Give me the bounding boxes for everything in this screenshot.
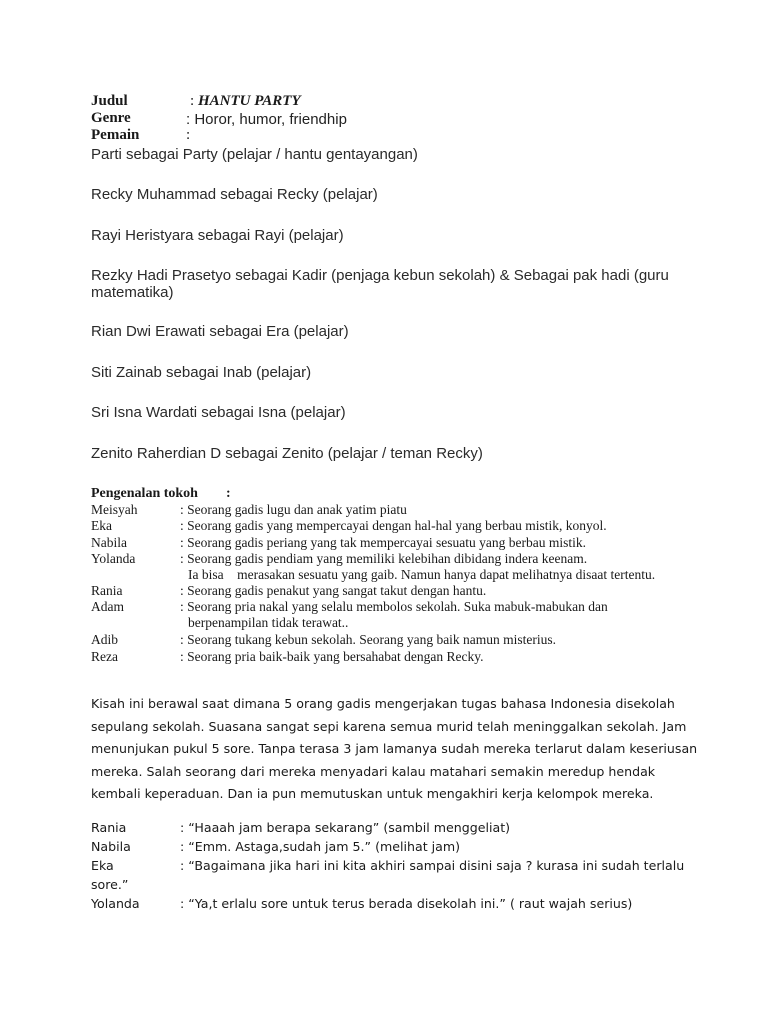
intro-name: Nabila [91,535,127,550]
intro-name: Adam [91,599,124,614]
intro-heading: Pengenalan tokoh [91,486,198,501]
genre-label: Genre [91,110,131,126]
cast-item-continued: matematika) [91,284,174,301]
cast-item: Rezky Hadi Prasetyo sebagai Kadir (penjaga kebun sekolah) & Sebagai pak hadi (guru [91,267,669,284]
speaker-name: Nabila [91,839,131,854]
story-line: menunjukan pukul 5 sore. Tanpa terasa 3 jam lamanya sudah mereka terlarut dalam keseriusan [91,741,698,756]
cast-item: Recky Muhammad sebagai Recky (pelajar) [91,186,378,203]
speaker-name: Eka [91,858,114,873]
judul-colon: : [190,93,195,109]
dialogue-line: : “Haaah jam berapa sekarang” (sambil menggeliat) [180,820,511,835]
pemain-colon: : [186,127,191,143]
intro-desc: : Seorang gadis pendiam yang memiliki kelebihan dibidang indera keenam. [180,551,588,566]
speaker-name: Rania [91,820,127,835]
judul-label: Judul [91,93,128,109]
intro-desc: : Seorang gadis periang yang tak mempercayai sesuatu yang berbau mistik. [180,535,587,550]
intro-desc-continued: berpenampilan tidak terawat.. [188,615,349,630]
cast-item: Rayi Heristyara sebagai Rayi (pelajar) [91,227,344,244]
story-line: kembali keperaduan. Dan ia pun memutuskan untuk mengakhiri kerja kelompok mereka. [91,786,654,801]
intro-name: Rania [91,583,123,598]
intro-heading-colon: : [226,486,231,501]
intro-desc: : Seorang gadis yang mempercayai dengan hal-hal yang berbau mistik, konyol. [180,518,607,533]
cast-item: Rian Dwi Erawati sebagai Era (pelajar) [91,323,349,340]
intro-desc: : Seorang pria baik-baik yang bersahabat dengan Recky. [180,649,484,664]
cast-item: Zenito Raherdian D sebagai Zenito (pelajar / teman Recky) [91,445,483,462]
story-line: Kisah ini berawal saat dimana 5 orang gadis mengerjakan tugas bahasa Indonesia disekolah [91,696,675,711]
intro-desc: : Seorang gadis penakut yang sangat takut dengan hantu. [180,583,487,598]
speaker-name: Yolanda [91,896,140,911]
cast-item: Parti sebagai Party (pelajar / hantu gentayangan) [91,146,418,163]
genre-value: : Horor, humor, friendhip [186,111,347,128]
dialogue-line: : “Bagaimana jika hari ini kita akhiri sampai disini saja ? kurasa ini sudah terlalu [180,858,685,873]
cast-item: Siti Zainab sebagai Inab (pelajar) [91,364,312,381]
intro-desc-continued: Ia bisa merasakan sesuatu yang gaib. Namun hanya dapat melihatnya disaat tertentu. [188,567,656,582]
intro-name: Adib [91,632,118,647]
intro-name: Yolanda [91,551,136,566]
dialogue-line: : “Emm. Astaga,sudah jam 5.” (melihat jam) [180,839,461,854]
story-paragraph [91,693,698,806]
intro-desc: : Seorang gadis lugu dan anak yatim piatu [180,502,407,517]
intro-name: Reza [91,649,118,664]
dialogue-line: : “Ya,t erlalu sore untuk terus berada disekolah ini.” ( raut wajah serius) [180,896,633,911]
story-line: mereka. Salah seorang dari mereka menyadari kalau matahari semakin meredup hendak [91,763,656,779]
intro-name: Eka [91,518,112,533]
dialogue-line-continued: sore.” [91,877,129,892]
intro-desc: : Seorang pria nakal yang selalu membolos sekolah. Suka mabuk-mabukan dan [180,599,608,614]
intro-desc: : Seorang tukang kebun sekolah. Seorang yang baik namun misterius. [180,632,557,647]
cast-item: Sri Isna Wardati sebagai Isna (pelajar) [91,404,346,421]
page-title: HANTU PARTY [198,93,301,109]
intro-name: Meisyah [91,502,138,517]
pemain-label: Pemain [91,127,140,143]
story-line: sepulang sekolah. Suasana sangat sepi karena semua murid telah meninggalkan sekolah. Jam [91,718,687,734]
